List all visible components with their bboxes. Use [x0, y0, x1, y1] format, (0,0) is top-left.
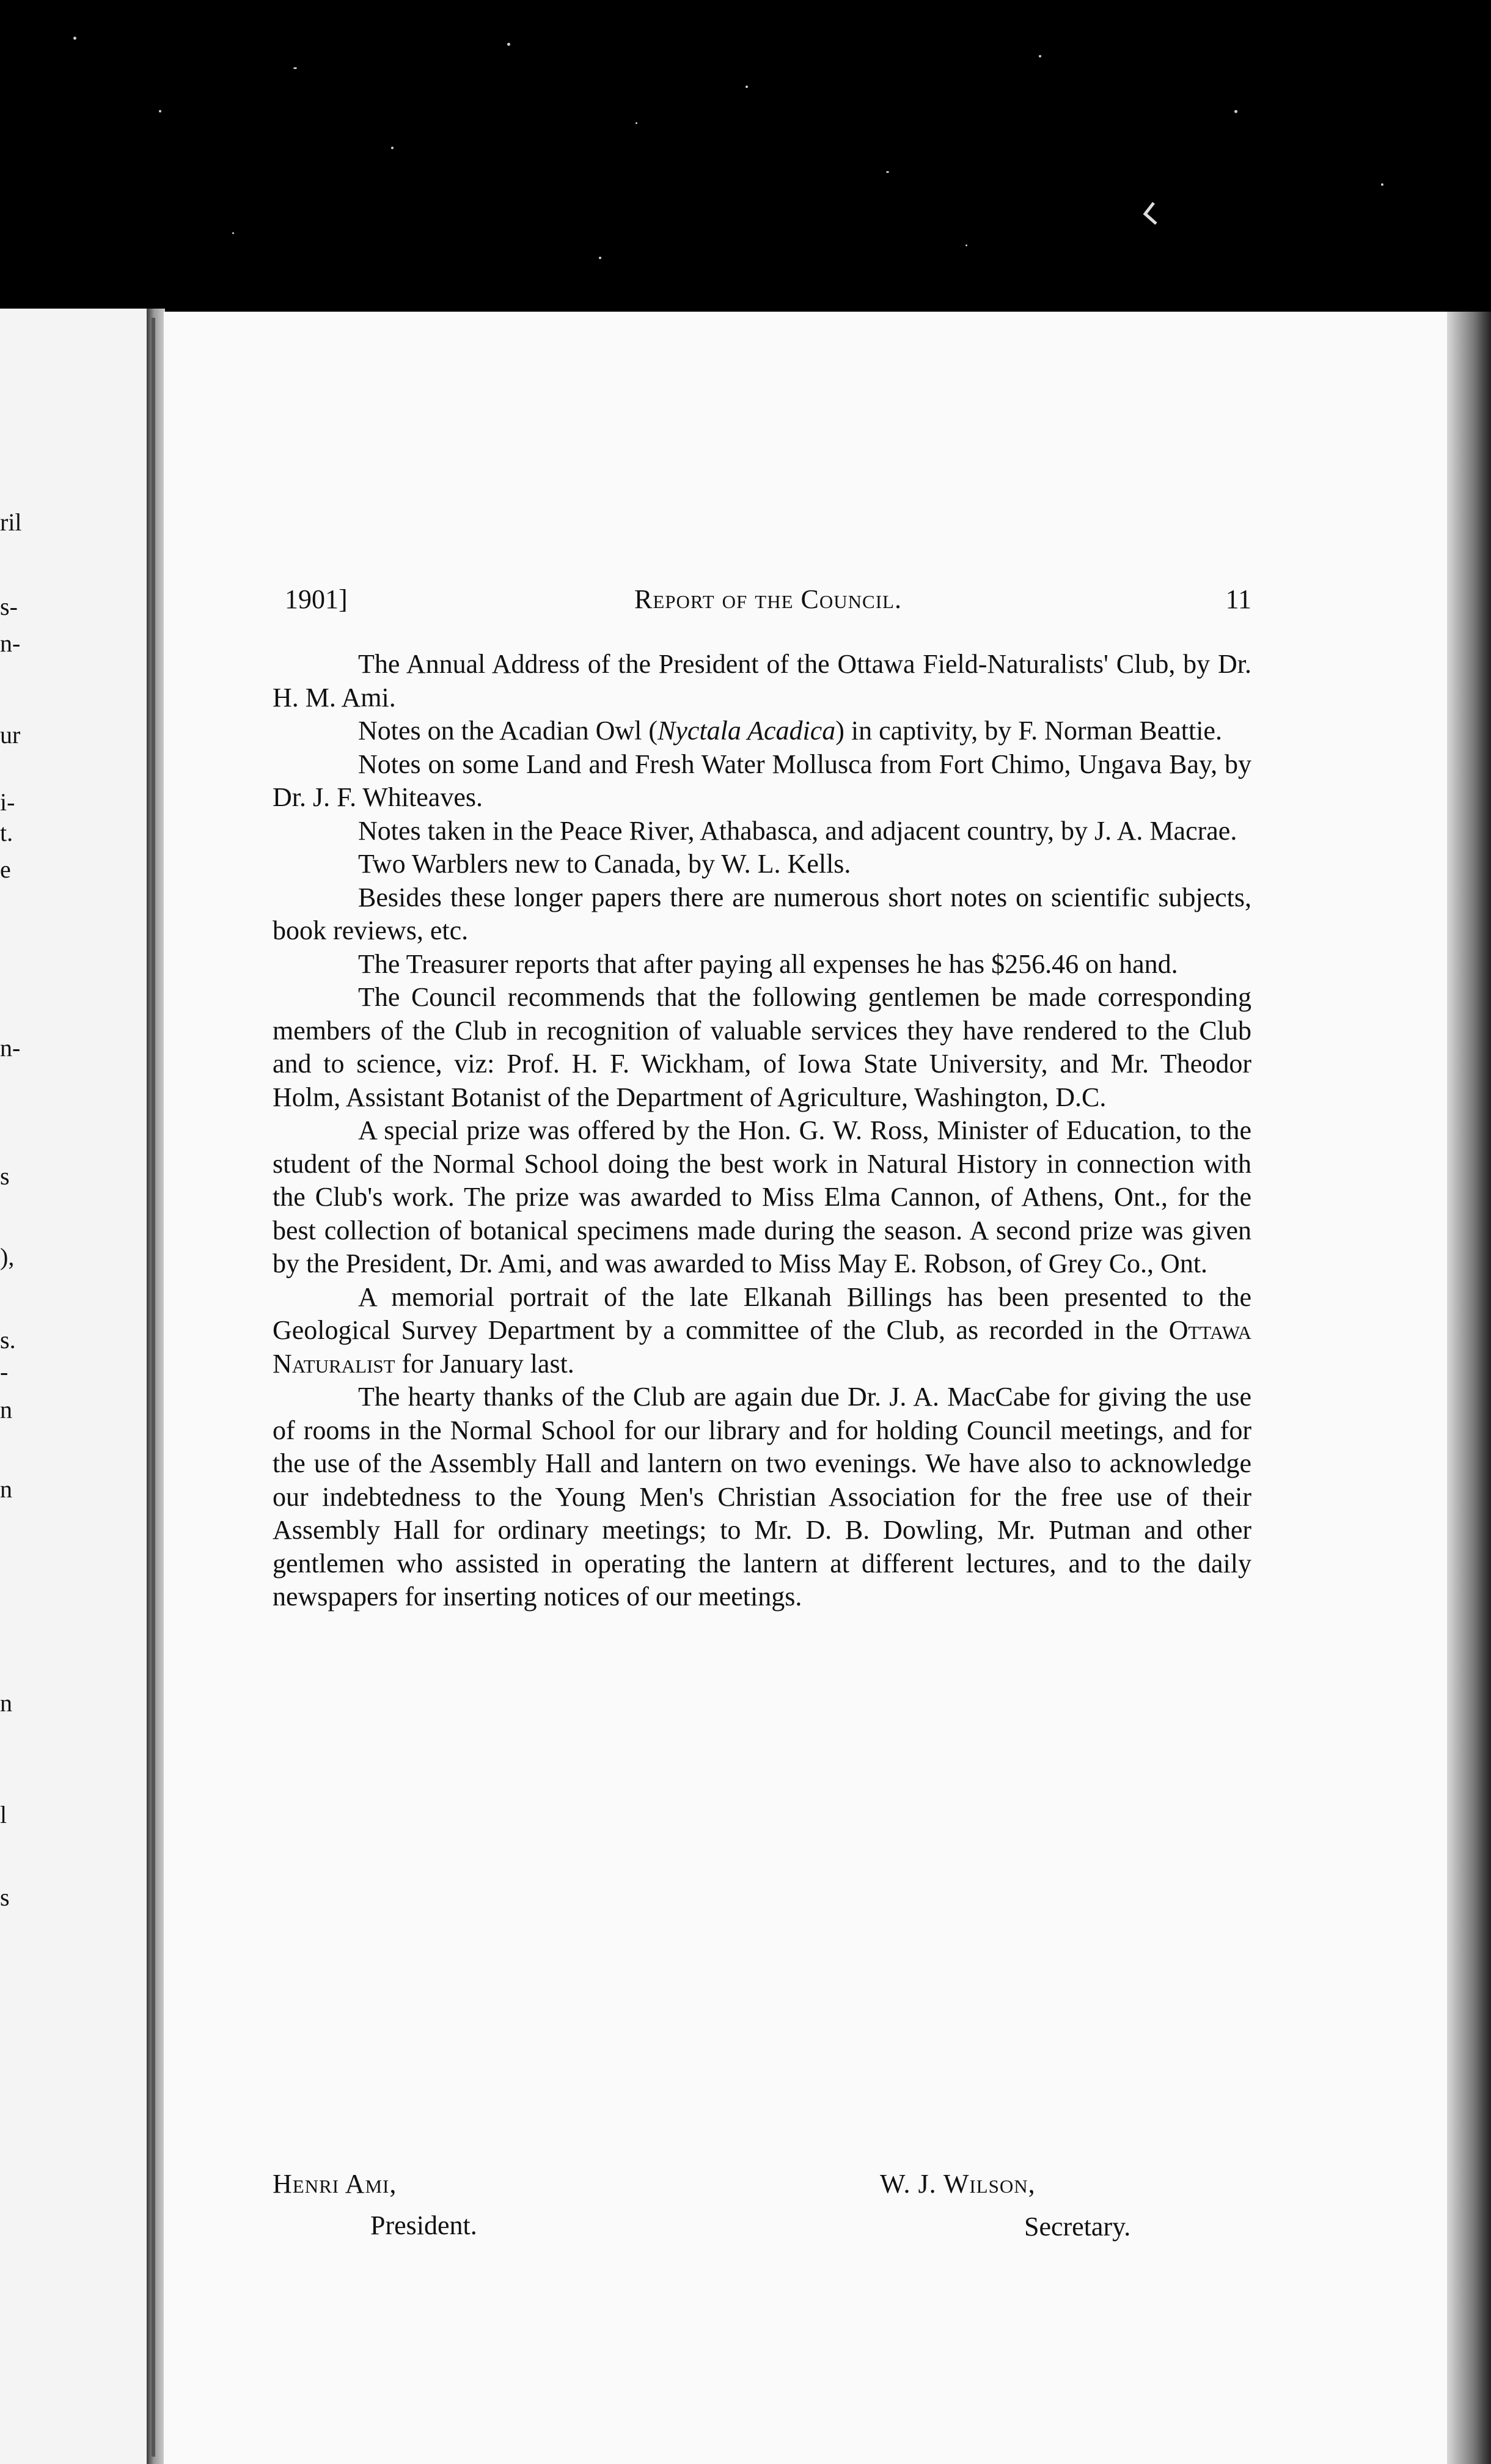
running-header — [285, 584, 1251, 620]
page-edge-shadow — [1447, 312, 1491, 2464]
left-page-fragment: n- — [0, 1034, 21, 1062]
paragraph — [273, 881, 1251, 948]
paragraph — [273, 1281, 1251, 1381]
paragraph — [273, 848, 1251, 881]
paragraph — [273, 1380, 1251, 1614]
paragraph-text: for January last. — [395, 1348, 574, 1379]
paragraph-text: Besides these longer papers there are numerous short notes on scientific subjects, book reviews, etc. — [273, 882, 1251, 945]
paragraph-text: The Council recommends that the following gentlemen be made corresponding members of the Club in recognition of valuable services they have rendered to the Club and to science, viz: Prof. H. F. Wickham, of Iowa State University, and Mr. Theodor Holm, Assistant Botanist of the Department of Agriculture, Washington, D.C. — [273, 982, 1251, 1112]
body-text — [273, 648, 1251, 1614]
page-number: 11 — [1225, 584, 1251, 614]
paragraph — [273, 948, 1251, 981]
italic-text: Nyctala Acadica — [658, 716, 836, 746]
left-page-fragment: i- — [0, 788, 15, 816]
paragraph-text: The Annual Address of the President of the Ottawa Field-Naturalists' Club, by Dr. H. M. Ami. — [273, 649, 1251, 713]
left-page-fragment: ril — [0, 508, 22, 536]
paragraph — [273, 1114, 1251, 1281]
left-page-fragment: - — [0, 1358, 9, 1385]
left-page-fragment: ur — [0, 721, 21, 749]
paragraph — [273, 714, 1251, 748]
left-page-fragment: l — [0, 1801, 7, 1828]
left-page-fragment: s — [0, 1883, 10, 1911]
paragraph — [273, 648, 1251, 714]
signature-right-name: W. J. Wilson, — [880, 2169, 1036, 2199]
header-title: Report of the Council. — [634, 584, 902, 614]
gutter-line — [152, 318, 155, 2457]
left-page-fragment: ), — [0, 1243, 15, 1270]
paragraph-text: A special prize was offered by the Hon. G. W. Ross, Minister of Education, to the student of the Normal School doing the best work in Natural History in connection with the Club's work. The prize was awarded to Miss Elma Cannon, of Athens, Ont., for the best collection of botanical specimens made during the season. A second prize was given by the President, Dr. Ami, and was awarded to Miss May E. Robson, of Grey Co., Ont. — [273, 1115, 1251, 1278]
signature-right-title: Secretary. — [1024, 2212, 1131, 2242]
left-page-fragment: n — [0, 1475, 12, 1503]
paragraph — [273, 981, 1251, 1114]
left-page-fragment: n- — [0, 629, 21, 657]
paragraph-text: Notes taken in the Peace River, Athabasca, and adjacent country, by J. A. Macrae. — [358, 815, 1237, 846]
header-year: 1901] — [285, 584, 348, 614]
paragraph — [273, 815, 1251, 848]
left-page-fragment: t. — [0, 819, 13, 846]
paragraph-text: Two Warblers new to Canada, by W. L. Kells. — [358, 849, 851, 879]
left-page-fragment: s — [0, 1162, 10, 1190]
left-page-fragment: s- — [0, 593, 18, 620]
paragraph-text: A memorial portrait of the late Elkanah Billings has been presented to the Geological Survey Department by a committee of the Club, as recorded in the — [273, 1282, 1251, 1345]
paragraph-text: Notes on the Acadian Owl ( — [358, 716, 658, 746]
paragraph-text: The Treasurer reports that after paying all expenses he has $256.46 on hand. — [358, 948, 1178, 979]
paragraph-text: The hearty thanks of the Club are again due Dr. J. A. MacCabe for giving the use of rooms in the Normal School for our library and for holding Council meetings, and for the use of the Assembly Hall and lantern on two evenings. We have also to acknowledge our indebtedness to the Young Men's Christian Association for the free use of their Assembly Hall for ordinary meetings; to Mr. D. B. Dowling, Mr. Putman and other gentlemen who assisted in operating the lantern at different lectures, and to the daily newspapers for inserting notices of our meetings. — [273, 1382, 1251, 1612]
small-caps-text: Ottawa Naturalist — [273, 1315, 1251, 1379]
paragraph-text: Notes on some Land and Fresh Water Mollusca from Fort Chimo, Ungava Bay, by Dr. J. F. Whiteaves. — [273, 749, 1251, 812]
signature-left-name: Henri Ami, — [273, 2169, 397, 2199]
left-adjacent-page — [0, 309, 147, 2464]
left-page-fragment: n — [0, 1689, 12, 1717]
left-page-fragment: s. — [0, 1326, 16, 1354]
page-gutter — [147, 309, 165, 2464]
left-page-fragment: n — [0, 1396, 12, 1423]
scan-mark — [1140, 202, 1159, 226]
paragraph-text: ) in captivity, by F. Norman Beattie. — [835, 716, 1222, 746]
signature-left-title: President. — [370, 2210, 477, 2240]
paragraph — [273, 748, 1251, 815]
left-page-fragment: e — [0, 856, 11, 883]
